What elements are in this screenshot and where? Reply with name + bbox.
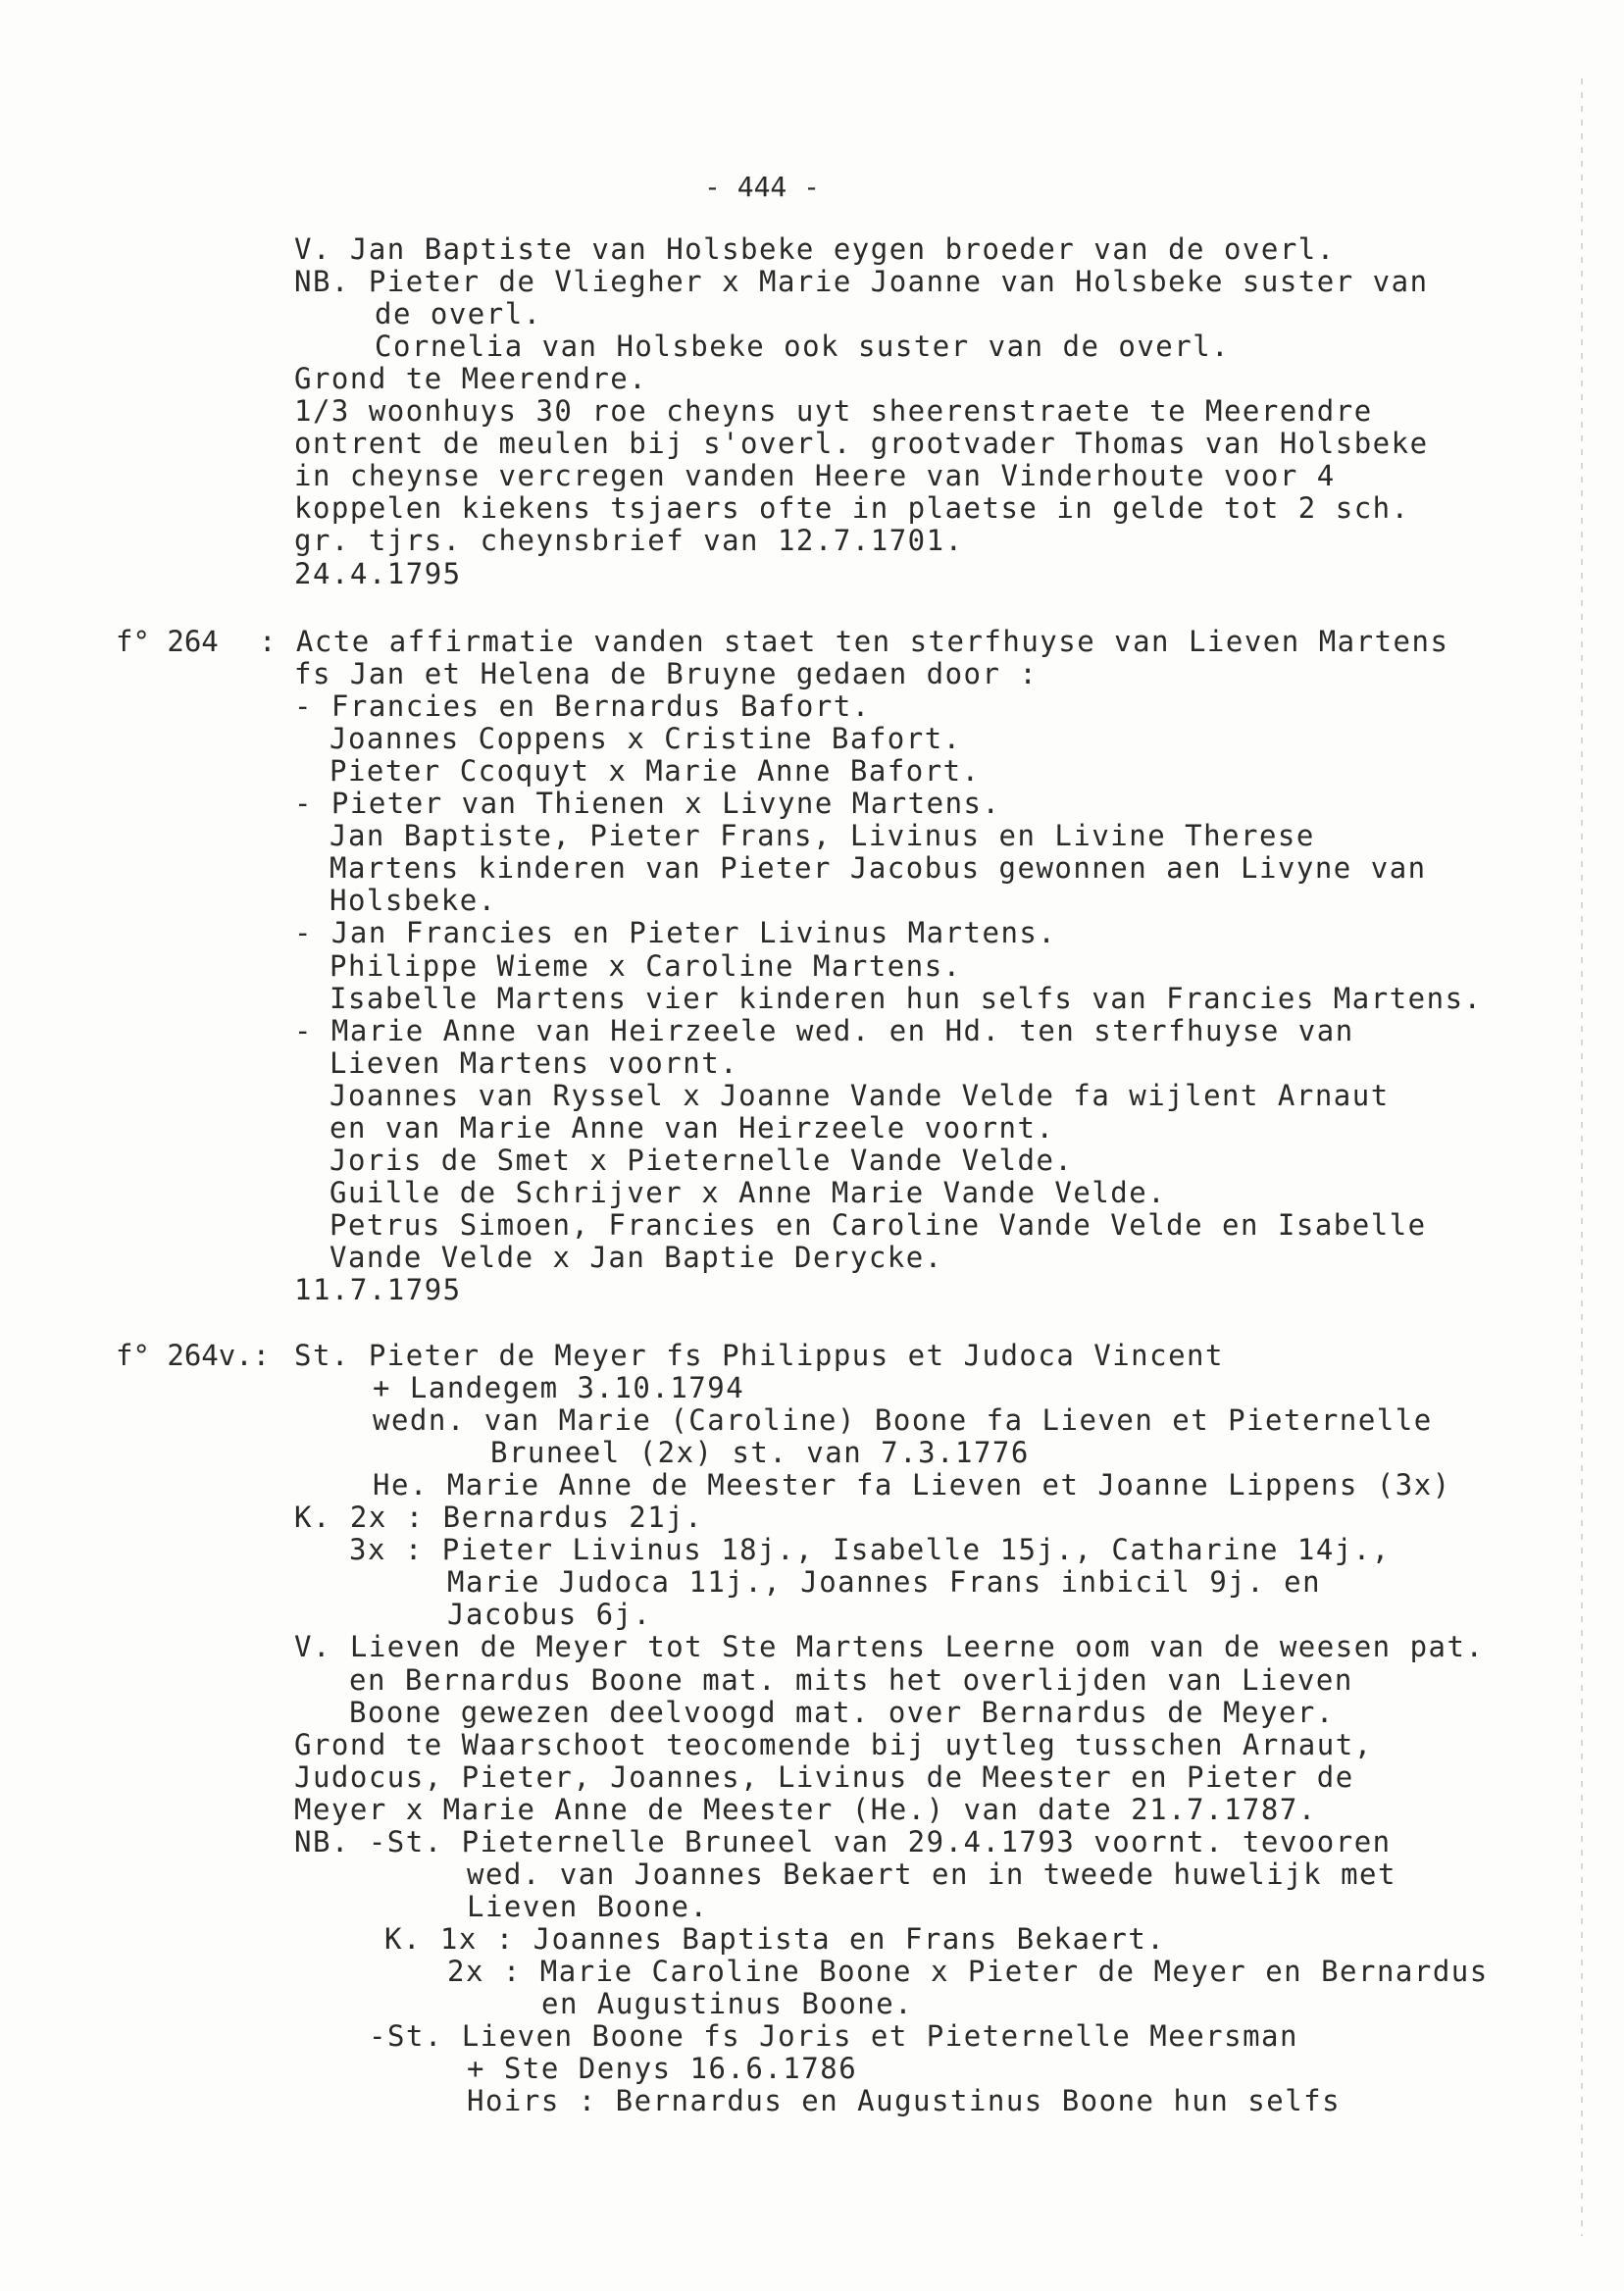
text-line: koppelen kiekens tsjaers ofte in plaetse in gelde tot 2 sch.: [294, 491, 1410, 525]
text-line: Cornelia van Holsbeke ook suster van de overl.: [375, 330, 1231, 363]
text-line: Marie Judoca 11j., Joannes Frans inbicil 9j. en: [447, 1565, 1322, 1599]
text-line: Petrus Simoen, Francies en Caroline Vande Velde en Isabelle: [330, 1208, 1427, 1242]
text-line: K. 2x : Bernardus 21j.: [294, 1501, 704, 1534]
text-line: V. Jan Baptiste van Holsbeke eygen broeder van de overl.: [294, 232, 1336, 266]
text-line: ontrent de meulen bij s'overl. grootvader Thomas van Holsbeke: [294, 427, 1429, 460]
text-line: 1/3 woonhuys 30 roe cheyns uyt sheerenstraete te Meerendre: [294, 394, 1373, 428]
text-line: 24.4.1795: [294, 557, 462, 590]
text-line: Isabelle Martens vier kinderen hun selfs van Francies Martens.: [330, 982, 1483, 1015]
text-line: - Jan Francies en Pieter Livinus Martens.: [294, 916, 1057, 949]
text-line: Vande Velde x Jan Baptie Derycke.: [330, 1241, 943, 1274]
text-line: Jan Baptiste, Pieter Frans, Livinus en Livine Therese: [330, 819, 1315, 852]
text-line: - Francies en Bernardus Bafort.: [294, 689, 871, 723]
text-line: wedn. van Marie (Caroline) Boone fa Lieven et Pieternelle: [373, 1403, 1433, 1437]
text-line: Boone gewezen deelvoogd mat. over Bernardus de Meyer.: [349, 1696, 1335, 1729]
text-line: Hoirs : Bernardus en Augustinus Boone hun selfs: [467, 2084, 1342, 2117]
text-line: + Landegem 3.10.1794: [373, 1371, 745, 1404]
text-line: - Marie Anne van Heirzeele wed. en Hd. ten sterfhuyse van: [294, 1014, 1354, 1047]
text-line: 11.7.1795: [294, 1273, 462, 1306]
text-line: fs Jan et Helena de Bruyne gedaen door :: [294, 657, 1039, 690]
text-line: Joris de Smet x Pieternelle Vande Velde.: [330, 1144, 1074, 1177]
text-line: Martens kinderen van Pieter Jacobus gewonnen aen Livyne van: [330, 851, 1427, 885]
text-line: Grond te Waarschoot teocomende bij uytleg tusschen Arnaut,: [294, 1728, 1373, 1761]
page-number: - 444 -: [704, 171, 821, 203]
text-line: Lieven Boone.: [467, 1890, 709, 1923]
text-line: 2x : Marie Caroline Boone x Pieter de Meyer en Bernardus: [447, 1955, 1489, 1988]
text-line: - Pieter van Thienen x Livyne Martens.: [294, 787, 1001, 820]
text-line: en Augustinus Boone.: [541, 1987, 914, 2020]
text-line: Meyer x Marie Anne de Meester (He.) van date 21.7.1787.: [294, 1793, 1317, 1826]
folio-reference: f° 264v.:: [116, 1339, 271, 1372]
text-line: NB. Pieter de Vliegher x Marie Joanne van Holsbeke suster van: [294, 265, 1429, 298]
text-line: in cheynse vercregen vanden Heere van Vinderhoute voor 4: [294, 459, 1336, 492]
text-line: V. Lieven de Meyer tot Ste Martens Leerne oom van de weesen pat.: [294, 1630, 1485, 1663]
folio-reference: f° 264: [116, 625, 219, 658]
text-line: Philippe Wieme x Caroline Martens.: [330, 949, 962, 983]
text-line: Grond te Meerendre.: [294, 362, 648, 395]
text-line: en Bernardus Boone mat. mits het overlijden van Lieven: [349, 1663, 1353, 1697]
text-line: St. Pieter de Meyer fs Philippus et Judoca Vincent: [294, 1339, 1224, 1372]
text-line: Lieven Martens voornt.: [330, 1046, 739, 1080]
text-line: gr. tjrs. cheynsbrief van 12.7.1701.: [294, 524, 964, 557]
text-line: Pieter Ccoquyt x Marie Anne Bafort.: [330, 754, 981, 788]
text-line: en van Marie Anne van Heirzeele voornt.: [330, 1111, 1055, 1145]
text-line: He. Marie Anne de Meester fa Lieven et Joanne Lippens (3x): [373, 1468, 1451, 1502]
scan-edge-artifact: [1581, 78, 1583, 2236]
text-line: Jacobus 6j.: [447, 1598, 652, 1631]
text-line: Joannes van Ryssel x Joanne Vande Velde fa wijlent Arnaut: [330, 1079, 1390, 1112]
text-line: Joannes Coppens x Cristine Bafort.: [330, 722, 962, 755]
text-line: Holsbeke.: [330, 884, 497, 917]
text-line: Bruneel (2x) st. van 7.3.1776: [490, 1436, 1030, 1469]
text-line: : Acte affirmatie vanden staet ten sterfhuyse van Lieven Martens: [259, 625, 1449, 658]
text-line: Guille de Schrijver x Anne Marie Vande Velde.: [330, 1176, 1167, 1209]
text-line: 3x : Pieter Livinus 18j., Isabelle 15j., Catharine 14j.,: [349, 1533, 1391, 1566]
text-line: Judocus, Pieter, Joannes, Livinus de Meester en Pieter de: [294, 1760, 1354, 1794]
text-line: wed. van Joannes Bekaert en in tweede huwelijk met: [467, 1858, 1396, 1891]
text-line: NB. -St. Pieternelle Bruneel van 29.4.1793 voornt. tevooren: [294, 1825, 1392, 1858]
text-line: K. 1x : Joannes Baptista en Frans Bekaert.: [384, 1922, 1166, 1956]
text-line: -St. Lieven Boone fs Joris et Pieternelle Meersman: [369, 2019, 1298, 2053]
text-line: de overl.: [375, 297, 542, 331]
text-line: + Ste Denys 16.6.1786: [467, 2052, 858, 2085]
